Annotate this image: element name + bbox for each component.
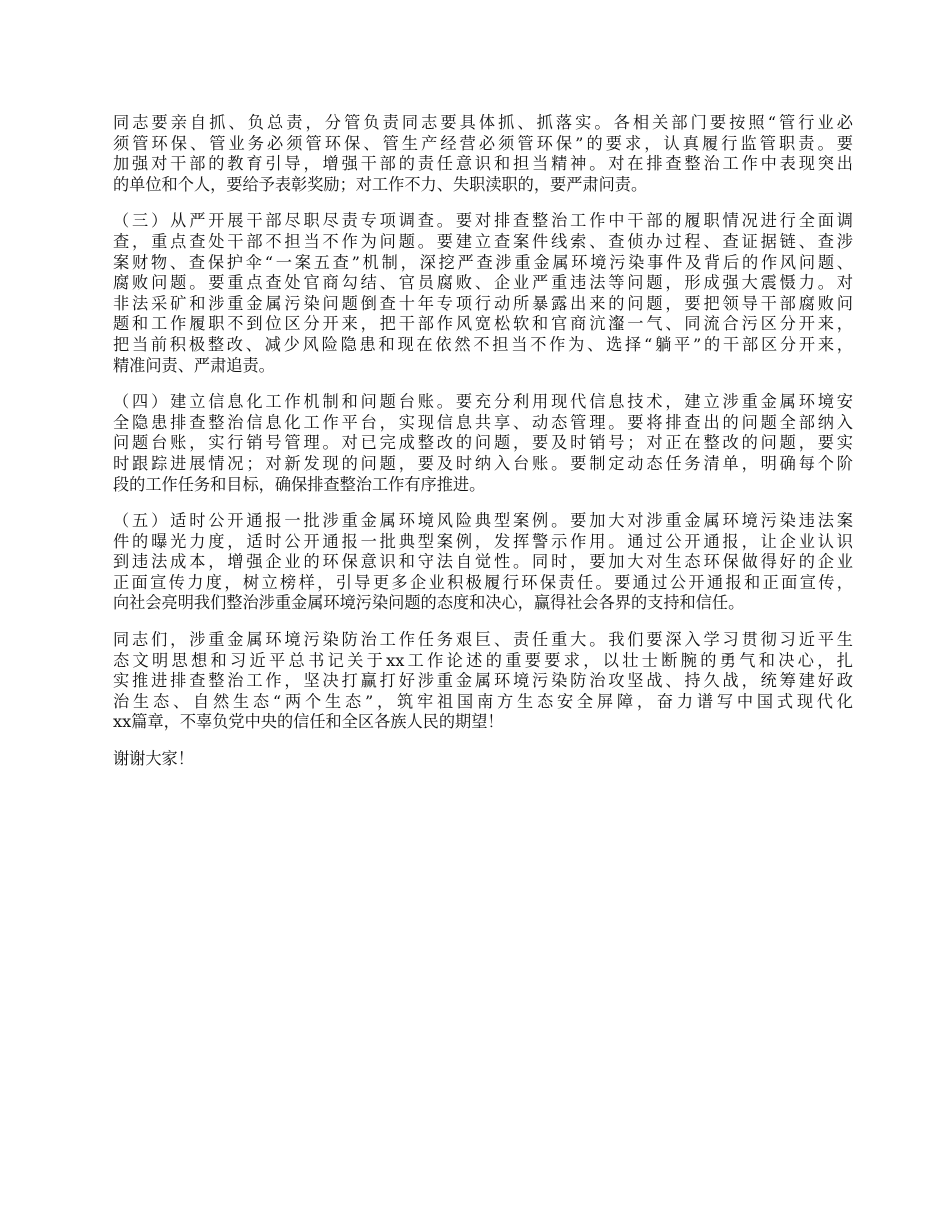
text-line: 题和工作履职不到位区分开来，把干部作风宽松软和官商沆瀣一气、同流合污区分开来， <box>113 314 853 334</box>
document-page <box>113 113 853 786</box>
text-line: 段的工作任务和目标，确保排查整治工作有序推进。 <box>113 474 486 494</box>
text-line: 实推进排查整治工作，坚决打赢打好涉重金属环境污染防治攻坚战、持久战，统筹建好政 <box>113 671 853 691</box>
text-line: 正面宣传力度，树立榜样，引导更多企业积极履行环保责任。要通过公开通报和正面宣传， <box>113 572 853 592</box>
paragraph-section-4 <box>113 392 853 495</box>
paragraph-closing <box>113 630 853 733</box>
text-line: （三）从严开展干部尽职尽责专项调查。要对排查整治工作中干部的履职情况进行全面调 <box>113 211 853 231</box>
paragraph-section-5 <box>113 511 853 614</box>
paragraph-thanks <box>113 749 853 770</box>
text-line: 到违法成本，增强企业的环保意识和守法自觉性。同时，要加大对生态环保做得好的企业 <box>113 552 853 572</box>
text-line: （四）建立信息化工作机制和问题台账。要充分利用现代信息技术，建立涉重金属环境安 <box>113 392 853 412</box>
text-line: 案财物、查保护伞“一案五查”机制，深挖严查涉重金属环境污染事件及背后的作风问题、 <box>113 252 853 272</box>
paragraph-section-3 <box>113 211 853 376</box>
text-line: 把当前积极整改、减少风险隐患和现在依然不担当不作为、选择“躺平”的干部区分开来， <box>113 334 853 354</box>
text-line: （五）适时公开通报一批涉重金属环境风险典型案例。要加大对涉重金属环境污染违法案 <box>113 511 853 531</box>
text-line: 须管环保、管业务必须管环保、管生产经营必须管环保”的要求，认真履行监管职责。要 <box>113 133 853 153</box>
text-line: 谢谢大家！ <box>113 749 194 769</box>
text-line: 非法采矿和涉重金属污染问题倒查十年专项行动所暴露出来的问题，要把领导干部腐败问 <box>113 293 853 313</box>
text-line: xx篇章，不辜负党中央的信任和全区各族人民的期望！ <box>113 712 504 732</box>
text-line: 查，重点查处干部不担当不作为问题。要建立查案件线索、查侦办过程、查证据链、查涉 <box>113 231 853 251</box>
text-line: 时跟踪进展情况；对新发现的问题，要及时纳入台账。要制定动态任务清单，明确每个阶 <box>113 453 853 473</box>
text-line: 的单位和个人，要给予表彰奖励；对工作不力、失职渎职的，要严肃问责。 <box>113 174 648 194</box>
text-line: 治生态、自然生态“两个生态”，筑牢祖国南方生态安全屏障，奋力谱写中国式现代化 <box>113 691 853 711</box>
text-line: 全隐患排查整治信息化工作平台，实现信息共享、动态管理。要将排查出的问题全部纳入 <box>113 412 853 432</box>
text-line: 态文明思想和习近平总书记关于xx工作论述的重要要求，以壮士断腕的勇气和决心，扎 <box>113 650 853 670</box>
text-line: 问题台账，实行销号管理。对已完成整改的问题，要及时销号；对正在整改的问题，要实 <box>113 433 853 453</box>
text-line: 加强对干部的教育引导，增强干部的责任意识和担当精神。对在排查整治工作中表现突出 <box>113 154 853 174</box>
text-line: 精准问责、严肃追责。 <box>113 355 275 375</box>
text-line: 件的曝光力度，适时公开通报一批典型案例，发挥警示作用。通过公开通报，让企业认识 <box>113 531 853 551</box>
text-line: 腐败问题。要重点查处官商勾结、官员腐败、企业严重违法等问题，形成强大震慑力。对 <box>113 273 853 293</box>
text-line: 同志要亲自抓、负总责，分管负责同志要具体抓、抓落实。各相关部门要按照“管行业必 <box>113 113 853 132</box>
text-line: 向社会亮明我们整治涉重金属环境污染问题的态度和决心，赢得社会各界的支持和信任。 <box>113 593 745 613</box>
text-line: 同志们，涉重金属环境污染防治工作任务艰巨、责任重大。我们要深入学习贯彻习近平生 <box>113 630 853 650</box>
paragraph-responsibility <box>113 113 853 195</box>
